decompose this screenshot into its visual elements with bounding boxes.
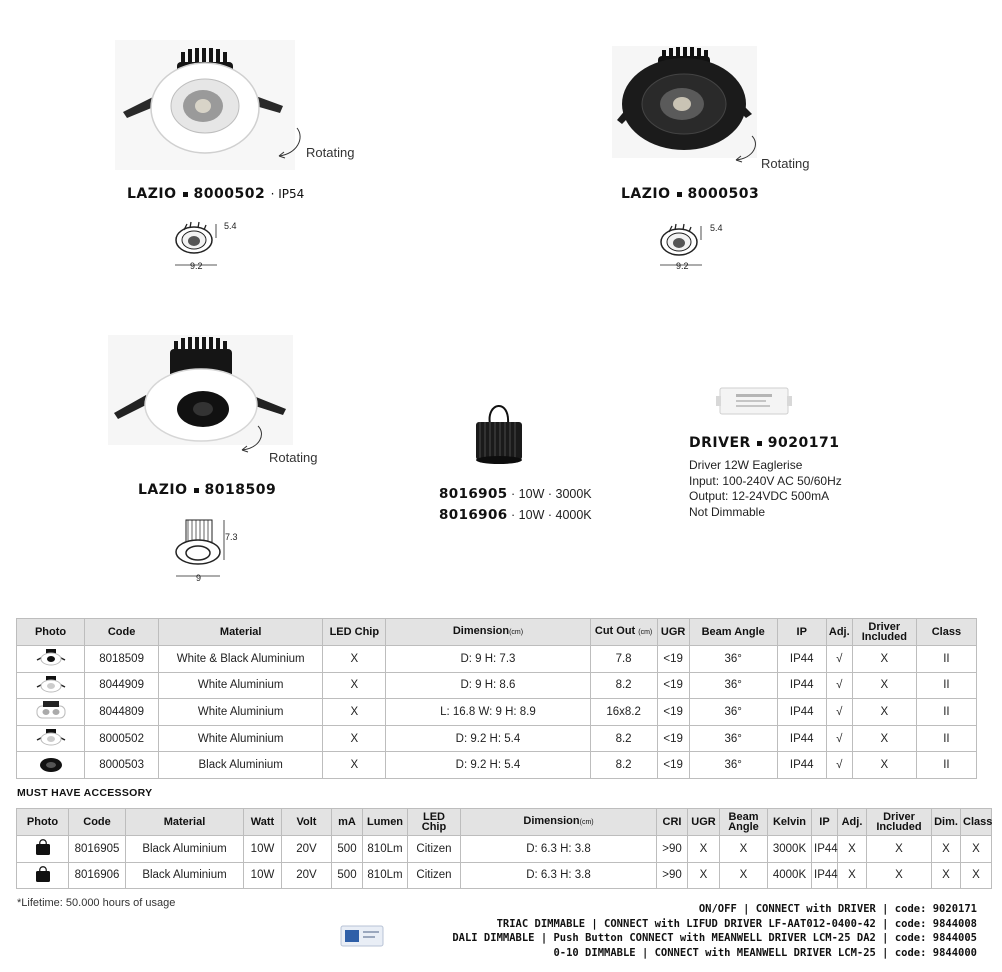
table-cell: Citizen <box>408 862 461 889</box>
table-cell: 7.8 <box>590 646 657 673</box>
table-cell: 8016906 <box>69 862 126 889</box>
table-cell: X <box>932 862 961 889</box>
table-cell: >90 <box>657 862 688 889</box>
table-cell: X <box>688 836 720 863</box>
dim-height: 5.4 <box>710 223 723 233</box>
col-header: Class <box>961 809 992 836</box>
col-header: Adj. <box>838 809 867 836</box>
driver-code: 9020171 <box>767 435 840 451</box>
col-header: Lumen <box>363 809 408 836</box>
connection-options <box>452 902 977 960</box>
product-title-8000503 <box>621 186 759 202</box>
driver-photo <box>716 384 792 418</box>
table-cell: <19 <box>657 672 689 699</box>
table-cell: √ <box>826 672 852 699</box>
product-code: 8018509 <box>204 482 277 498</box>
col-header: Watt <box>244 809 282 836</box>
table-cell: X <box>852 646 916 673</box>
table-cell: 36° <box>689 672 777 699</box>
table-cell: <19 <box>657 752 689 779</box>
product-name: LAZIO <box>138 482 188 498</box>
table-cell: <19 <box>657 646 689 673</box>
table-cell: X <box>323 725 386 752</box>
table-cell: X <box>852 699 916 726</box>
table-cell: √ <box>826 752 852 779</box>
module-spec: · 10W · 4000K <box>511 508 592 522</box>
table-cell: 10W <box>244 862 282 889</box>
module-thumbnail <box>17 862 69 889</box>
product-thumbnail <box>17 646 85 673</box>
rotating-caption: Rotating <box>306 145 355 160</box>
col-header: Beam Angle <box>689 619 777 646</box>
product-code: 8000502 <box>193 186 266 202</box>
table-cell: 20V <box>282 836 332 863</box>
product-title-8000502 <box>127 186 304 202</box>
table-cell: 500 <box>332 862 363 889</box>
table-cell: X <box>852 752 916 779</box>
table-cell: 36° <box>689 752 777 779</box>
col-header: mA <box>332 809 363 836</box>
col-header: UGR <box>688 809 720 836</box>
table-cell: X <box>867 836 932 863</box>
table-cell: 8.2 <box>590 672 657 699</box>
col-header: Adj. <box>826 619 852 646</box>
product-name: LAZIO <box>127 186 177 202</box>
table-cell: 36° <box>689 699 777 726</box>
product-thumbnail <box>17 752 85 779</box>
col-header <box>461 809 657 836</box>
col-header: Driver Included <box>867 809 932 836</box>
col-header-text: Dimension <box>523 815 580 827</box>
table-row <box>17 725 977 752</box>
col-header: UGR <box>657 619 689 646</box>
table-cell: 8000502 <box>85 725 159 752</box>
col-header: Photo <box>17 619 85 646</box>
col-header: IP <box>812 809 838 836</box>
driver-line: Output: 12-24VDC 500mA <box>689 489 830 503</box>
table-cell: 8044809 <box>85 699 159 726</box>
module-code: 8016905 <box>439 486 508 502</box>
table-cell: X <box>323 699 386 726</box>
table-cell: L: 16.8 W: 9 H: 8.9 <box>386 699 590 726</box>
table-cell: 36° <box>689 646 777 673</box>
table-cell: 36° <box>689 725 777 752</box>
table-row <box>17 862 992 889</box>
col-header: Volt <box>282 809 332 836</box>
driver-line: Not Dimmable <box>689 504 766 519</box>
main-spec-table <box>16 618 977 779</box>
table-cell: X <box>720 836 768 863</box>
product-code: 8000503 <box>687 186 760 202</box>
table-row <box>17 836 992 863</box>
table-cell: IP44 <box>777 646 826 673</box>
table-cell: 8018509 <box>85 646 159 673</box>
table-header-row <box>17 809 992 836</box>
accessory-spec-table <box>16 808 992 889</box>
table-cell: Black Aluminium <box>159 752 323 779</box>
unit-label: (cm) <box>638 629 653 636</box>
table-cell: X <box>852 725 916 752</box>
col-header-text: Dimension <box>452 625 510 637</box>
col-header: Beam Angle <box>720 809 768 836</box>
table-cell: IP44 <box>777 699 826 726</box>
table-cell: IP44 <box>777 672 826 699</box>
lifetime-footnote: *Lifetime: 50.000 hours of usage <box>17 897 176 909</box>
table-cell: 3000K <box>768 836 812 863</box>
rotate-arrow-icon <box>277 126 305 165</box>
table-cell: Black Aluminium <box>126 836 244 863</box>
table-cell: √ <box>826 699 852 726</box>
driver-title <box>689 435 840 451</box>
dim-width: 9.2 <box>190 261 203 271</box>
table-cell: X <box>932 836 961 863</box>
connection-line: ON/OFF | CONNECT with DRIVER | code: 9020171 <box>698 903 977 915</box>
connection-line: TRIAC DIMMABLE | CONNECT with LIFUD DRIVER LF-AAT012-0400-42 | code: 9844008 <box>496 917 977 930</box>
table-cell: White Aluminium <box>159 699 323 726</box>
table-cell: X <box>323 752 386 779</box>
col-header: CRI <box>657 809 688 836</box>
table-cell: White Aluminium <box>159 672 323 699</box>
product-name: LAZIO <box>621 186 671 202</box>
table-cell: X <box>961 836 992 863</box>
product-thumbnail <box>17 672 85 699</box>
product-thumbnail <box>17 725 85 752</box>
module-line-8016906 <box>439 507 592 523</box>
table-cell: IP44 <box>777 752 826 779</box>
table-cell: II <box>916 672 976 699</box>
table-row <box>17 646 977 673</box>
rotate-arrow-icon <box>240 424 268 459</box>
dim-height: 5.4 <box>224 221 237 231</box>
table-cell: X <box>323 672 386 699</box>
table-cell: II <box>916 752 976 779</box>
col-header: Driver Included <box>852 619 916 646</box>
col-header: LED Chip <box>323 619 386 646</box>
unit-label: (cm) <box>509 629 524 636</box>
rotate-arrow-icon <box>734 134 762 169</box>
table-cell: 810Lm <box>363 862 408 889</box>
dim-width: 9.2 <box>676 261 689 271</box>
table-cell: 4000K <box>768 862 812 889</box>
table-cell: II <box>916 646 976 673</box>
table-cell: <19 <box>657 699 689 726</box>
col-header: IP <box>777 619 826 646</box>
led-module-photo <box>468 398 530 466</box>
col-header: Material <box>159 619 323 646</box>
col-header: Material <box>126 809 244 836</box>
table-cell: 10W <box>244 836 282 863</box>
table-cell: D: 9 H: 7.3 <box>386 646 590 673</box>
table-cell: Black Aluminium <box>126 862 244 889</box>
table-cell: D: 6.3 H: 3.8 <box>461 862 657 889</box>
table-cell: D: 9.2 H: 5.4 <box>386 752 590 779</box>
connection-line: 0-10 DIMMABLE | CONNECT with MEANWELL DRIVER LCM-25 | code: 9844000 <box>553 946 977 959</box>
accessory-section-label: MUST HAVE ACCESSORY <box>17 787 153 799</box>
table-row <box>17 752 977 779</box>
module-spec: · 10W · 3000K <box>511 487 592 501</box>
table-cell: >90 <box>657 836 688 863</box>
product-suffix: · IP54 <box>270 187 305 201</box>
table-cell: 8000503 <box>85 752 159 779</box>
table-cell: X <box>688 862 720 889</box>
rotating-caption: Rotating <box>761 156 810 171</box>
col-header <box>590 619 657 646</box>
module-code: 8016906 <box>439 507 508 523</box>
col-header: LED Chip <box>408 809 461 836</box>
table-cell: IP44 <box>812 862 838 889</box>
table-cell: X <box>323 646 386 673</box>
dim-height: 7.3 <box>225 532 238 542</box>
col-header: Dim. <box>932 809 961 836</box>
col-header: Code <box>69 809 126 836</box>
table-cell: II <box>916 699 976 726</box>
col-header: Kelvin <box>768 809 812 836</box>
product-photo-8000502 <box>115 40 295 170</box>
connection-line: DALI DIMMABLE | Push Button CONNECT with MEANWELL DRIVER LCM-25 DA2 | code: 9844005 <box>452 932 977 945</box>
table-row <box>17 672 977 699</box>
table-cell: 810Lm <box>363 836 408 863</box>
table-cell: X <box>852 672 916 699</box>
table-cell: IP44 <box>777 725 826 752</box>
col-header-text: Cut Out <box>594 625 636 637</box>
table-cell: D: 9 H: 8.6 <box>386 672 590 699</box>
product-thumbnail <box>17 699 85 726</box>
table-cell: X <box>961 862 992 889</box>
table-cell: 500 <box>332 836 363 863</box>
table-cell: √ <box>826 646 852 673</box>
col-header: Code <box>85 619 159 646</box>
table-cell: <19 <box>657 725 689 752</box>
table-cell: 8.2 <box>590 752 657 779</box>
product-title-8018509 <box>138 482 276 498</box>
dim-width: 9 <box>196 573 202 583</box>
module-thumbnail <box>17 836 69 863</box>
module-line-8016905 <box>439 486 592 502</box>
unit-label: (cm) <box>579 819 594 826</box>
table-cell: II <box>916 725 976 752</box>
table-cell: 8.2 <box>590 725 657 752</box>
driver-box-icon <box>339 923 385 954</box>
col-header <box>386 619 590 646</box>
table-cell: D: 9.2 H: 5.4 <box>386 725 590 752</box>
driver-name: DRIVER <box>689 435 751 451</box>
table-cell: 16x8.2 <box>590 699 657 726</box>
table-cell: D: 6.3 H: 3.8 <box>461 836 657 863</box>
table-cell: X <box>720 862 768 889</box>
driver-description <box>689 458 842 520</box>
table-cell: √ <box>826 725 852 752</box>
table-cell: Citizen <box>408 836 461 863</box>
table-cell: White Aluminium <box>159 725 323 752</box>
col-header: Photo <box>17 809 69 836</box>
table-cell: X <box>838 836 867 863</box>
table-cell: IP44 <box>812 836 838 863</box>
rotating-caption: Rotating <box>269 450 318 465</box>
table-cell: White & Black Aluminium <box>159 646 323 673</box>
driver-line: Driver 12W Eaglerise <box>689 458 803 472</box>
table-cell: X <box>838 862 867 889</box>
table-cell: 8016905 <box>69 836 126 863</box>
driver-line: Input: 100-240V AC 50/60Hz <box>689 473 842 488</box>
table-cell: 20V <box>282 862 332 889</box>
col-header: Class <box>916 619 976 646</box>
table-row <box>17 699 977 726</box>
table-cell: X <box>867 862 932 889</box>
table-header-row <box>17 619 977 646</box>
table-cell: 8044909 <box>85 672 159 699</box>
